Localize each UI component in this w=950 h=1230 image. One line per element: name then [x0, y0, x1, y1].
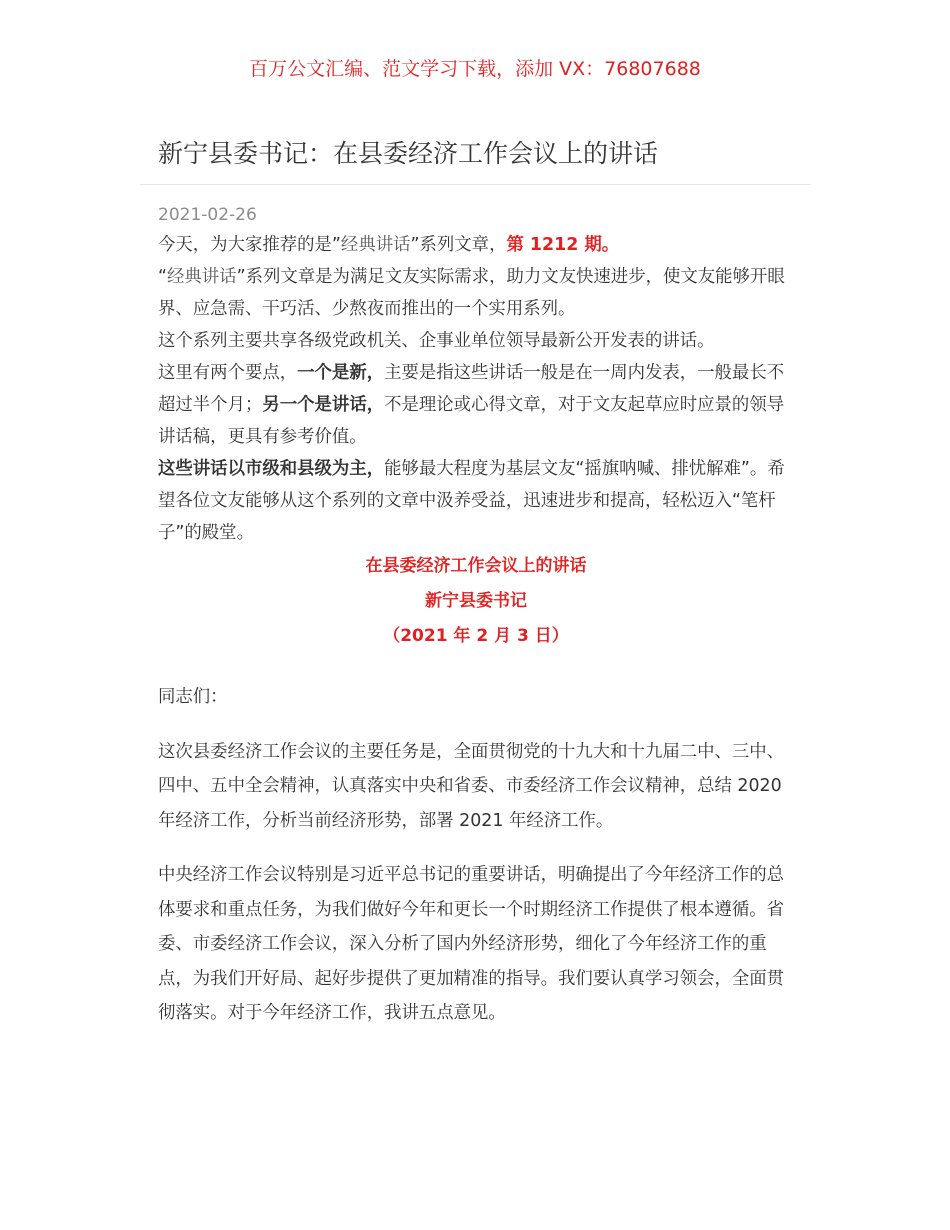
- spacer: [158, 838, 794, 858]
- article-title: 新宁县委书记：在县委经济工作会议上的讲话: [158, 139, 659, 168]
- intro-paragraph-4: [158, 357, 794, 453]
- series-name: 经典讲话: [167, 267, 237, 287]
- intro-paragraph-1: [158, 229, 794, 261]
- article-date: 2021-02-26: [158, 205, 257, 225]
- spacer: [158, 654, 794, 680]
- intro-p2-a: “: [158, 267, 168, 287]
- speech-speaker: 新宁县委书记: [425, 591, 527, 611]
- intro-p1-a: 今天，为大家推荐的是”: [158, 235, 341, 255]
- intro-paragraph-2: [158, 261, 794, 325]
- speech-title: 在县委经济工作会议上的讲话: [365, 556, 587, 576]
- salutation: 同志们：: [158, 687, 228, 707]
- intro-p5-bold: 这些讲话以市级和县级为主，: [158, 459, 385, 479]
- intro-p4-c: 主要是指这些讲话一般是在一周内发表，一般最长不超过半个月；: [158, 363, 785, 415]
- body-paragraph-2: 中央经济工作会议特别是习近平总书记的重要讲话，明确提出了今年经济工作的总体要求和重点任务，为我们做好今年和更长一个时期经济工作提供了根本遵循。省委、市委经济工作会议，深入分析了国内外经济形势，细化了今年经济工作的重点，为我们开好局、起好步提供了更加精准的指导。我们要认真学习领会，全面贯彻落实。对于今年经济工作，我讲五点意见。: [158, 865, 785, 1023]
- speech-date: （2021 年 2 月 3 日）: [383, 626, 569, 646]
- title-divider: [140, 184, 811, 185]
- intro-p1-b: ”系列文章，: [410, 235, 507, 255]
- point-one: 一个是新，: [297, 363, 385, 383]
- body-paragraph-1: 这次县委经济工作会议的主要任务是，全面贯彻党的十九大和十九届二中、三中、四中、五中全会精神，认真落实中央和省委、市委经济工作会议精神，总结 2020 年经济工作，分析当前经济形势，部署 2021 年经济工作。: [158, 741, 785, 831]
- intro-p4-a: 这里有两个要点，: [158, 363, 298, 383]
- series-name: 经典讲话: [340, 235, 411, 255]
- intro-p4-d: 不是理论或心得文章，对于文友起草应时应景的领导讲话稿，更具有参考价值。: [158, 395, 785, 447]
- point-two: 另一个是讲话，: [262, 395, 385, 415]
- promo-banner: 百万公文汇编、范文学习下载，添加 VX：76807688: [249, 58, 701, 80]
- intro-p5-c: 能够最大程度为基层文友“摇旗呐喊、排忧解难”。希望各位文友能够从这个系列的文章中汲养受益，迅速进步和提高，轻松迈入“笔杆子”的殿堂。: [158, 459, 785, 543]
- intro-paragraph-5: [158, 453, 794, 549]
- article-content: [158, 229, 794, 1031]
- issue-number: 第 1212 期。: [506, 235, 620, 255]
- intro-p2-b: ”系列文章是为满足文友实际需求，助力文友快速进步，使文友能够开眼界、应急需、干巧活、少熬夜而推出的一个实用系列。: [158, 267, 785, 319]
- spacer: [158, 715, 794, 735]
- intro-paragraph-3: 这个系列主要共享各级党政机关、企事业单位领导最新公开发表的讲话。: [158, 331, 715, 351]
